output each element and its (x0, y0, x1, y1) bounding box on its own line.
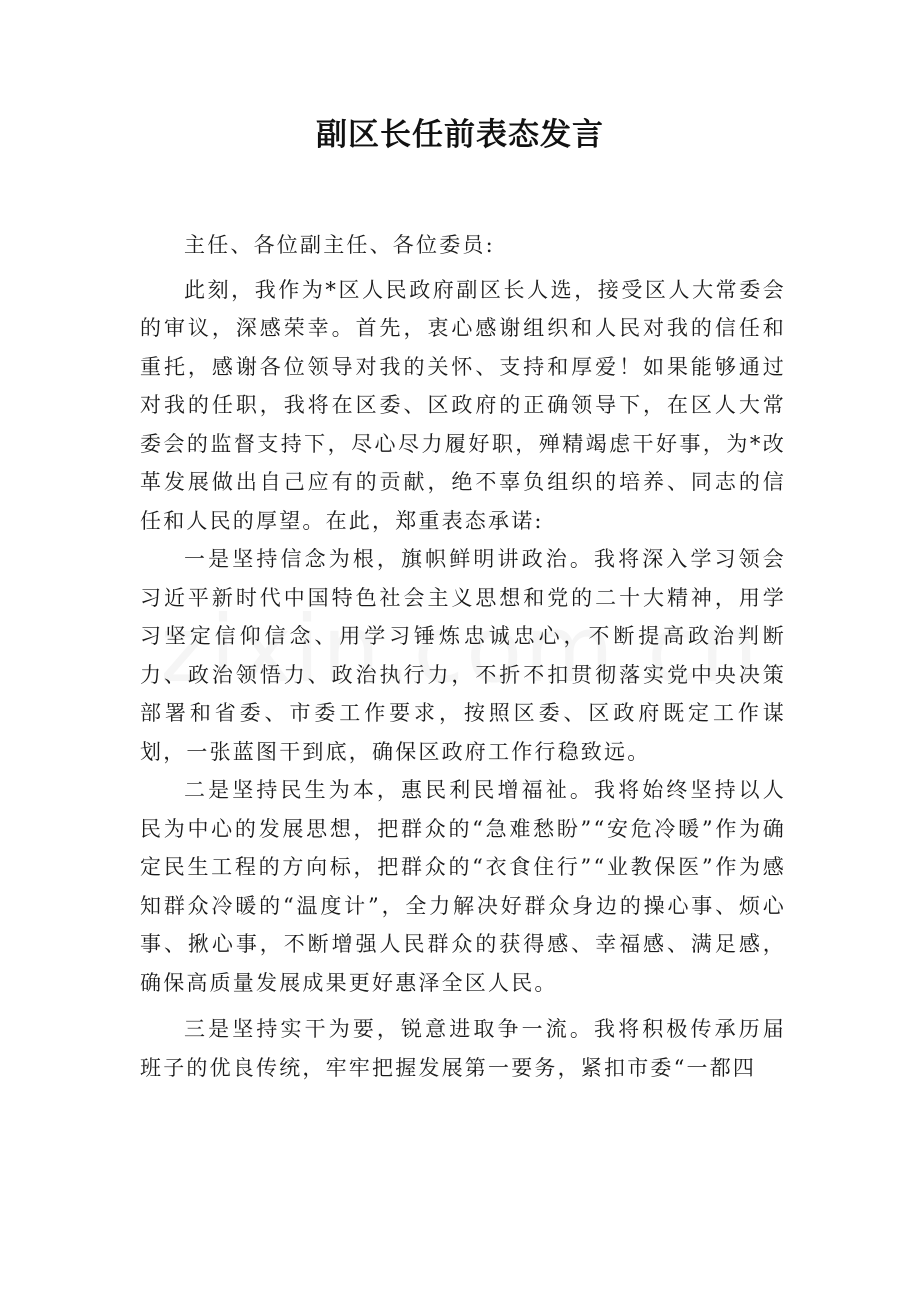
paragraph-opening: 此刻，我作为*区人民政府副区长人选，接受区人大常委会的审议，深感荣幸。首先，衷心感谢组织和人民对我的信任和重托，感谢各位领导对我的关怀、支持和厚爱！如果能够通过对我的任职，我将在区委、区政府的正确领导下，在区人大常委会的监督支持下，尽心尽力履好职，殚精竭虑干好事，为*改革发展做出自己应有的贡献，绝不辜负组织的培养、同志的信任和人民的厚望。在此，郑重表态承诺: (140, 277, 786, 533)
paragraph-point-two: 二是坚持民生为本，惠民利民增福祉。我将始终坚持以人民为中心的发展思想，把群众的“急难愁盼”“安危冷暖”作为确定民生工程的方向标，把群众的“衣食住行”“业教保医”作为感知群众冷暖的“温度计”，全力解决好群众身边的操心事、烦心事、揪心事，不断增强人民群众的获得感、幸福感、满足感，确保高质量发展成果更好惠泽全区人民。 (140, 778, 786, 995)
salutation: 主任、各位副主任、各位委员: (184, 233, 495, 257)
document-title: 副区长任前表态发言 (316, 117, 604, 153)
paragraph-point-one: 一是坚持信念为根，旗帜鲜明讲政治。我将深入学习领会习近平新时代中国特色社会主义思想和党的二十大精神，用学习坚定信仰信念、用学习锤炼忠诚忠心，不断提高政治判断力、政治领悟力、政治执行力，不折不扣贯彻落实党中央决策部署和省委、市委工作要求，按照区委、区政府既定工作谋划，一张蓝图干到底，确保区政府工作行稳致远。 (140, 547, 786, 764)
paragraph-point-three: 三是坚持实干为要，锐意进取争一流。我将积极传承历届班子的优良传统，牢牢把握发展第一要务，紧扣市委“一都四 (140, 1017, 786, 1080)
document-body (140, 226, 786, 1087)
